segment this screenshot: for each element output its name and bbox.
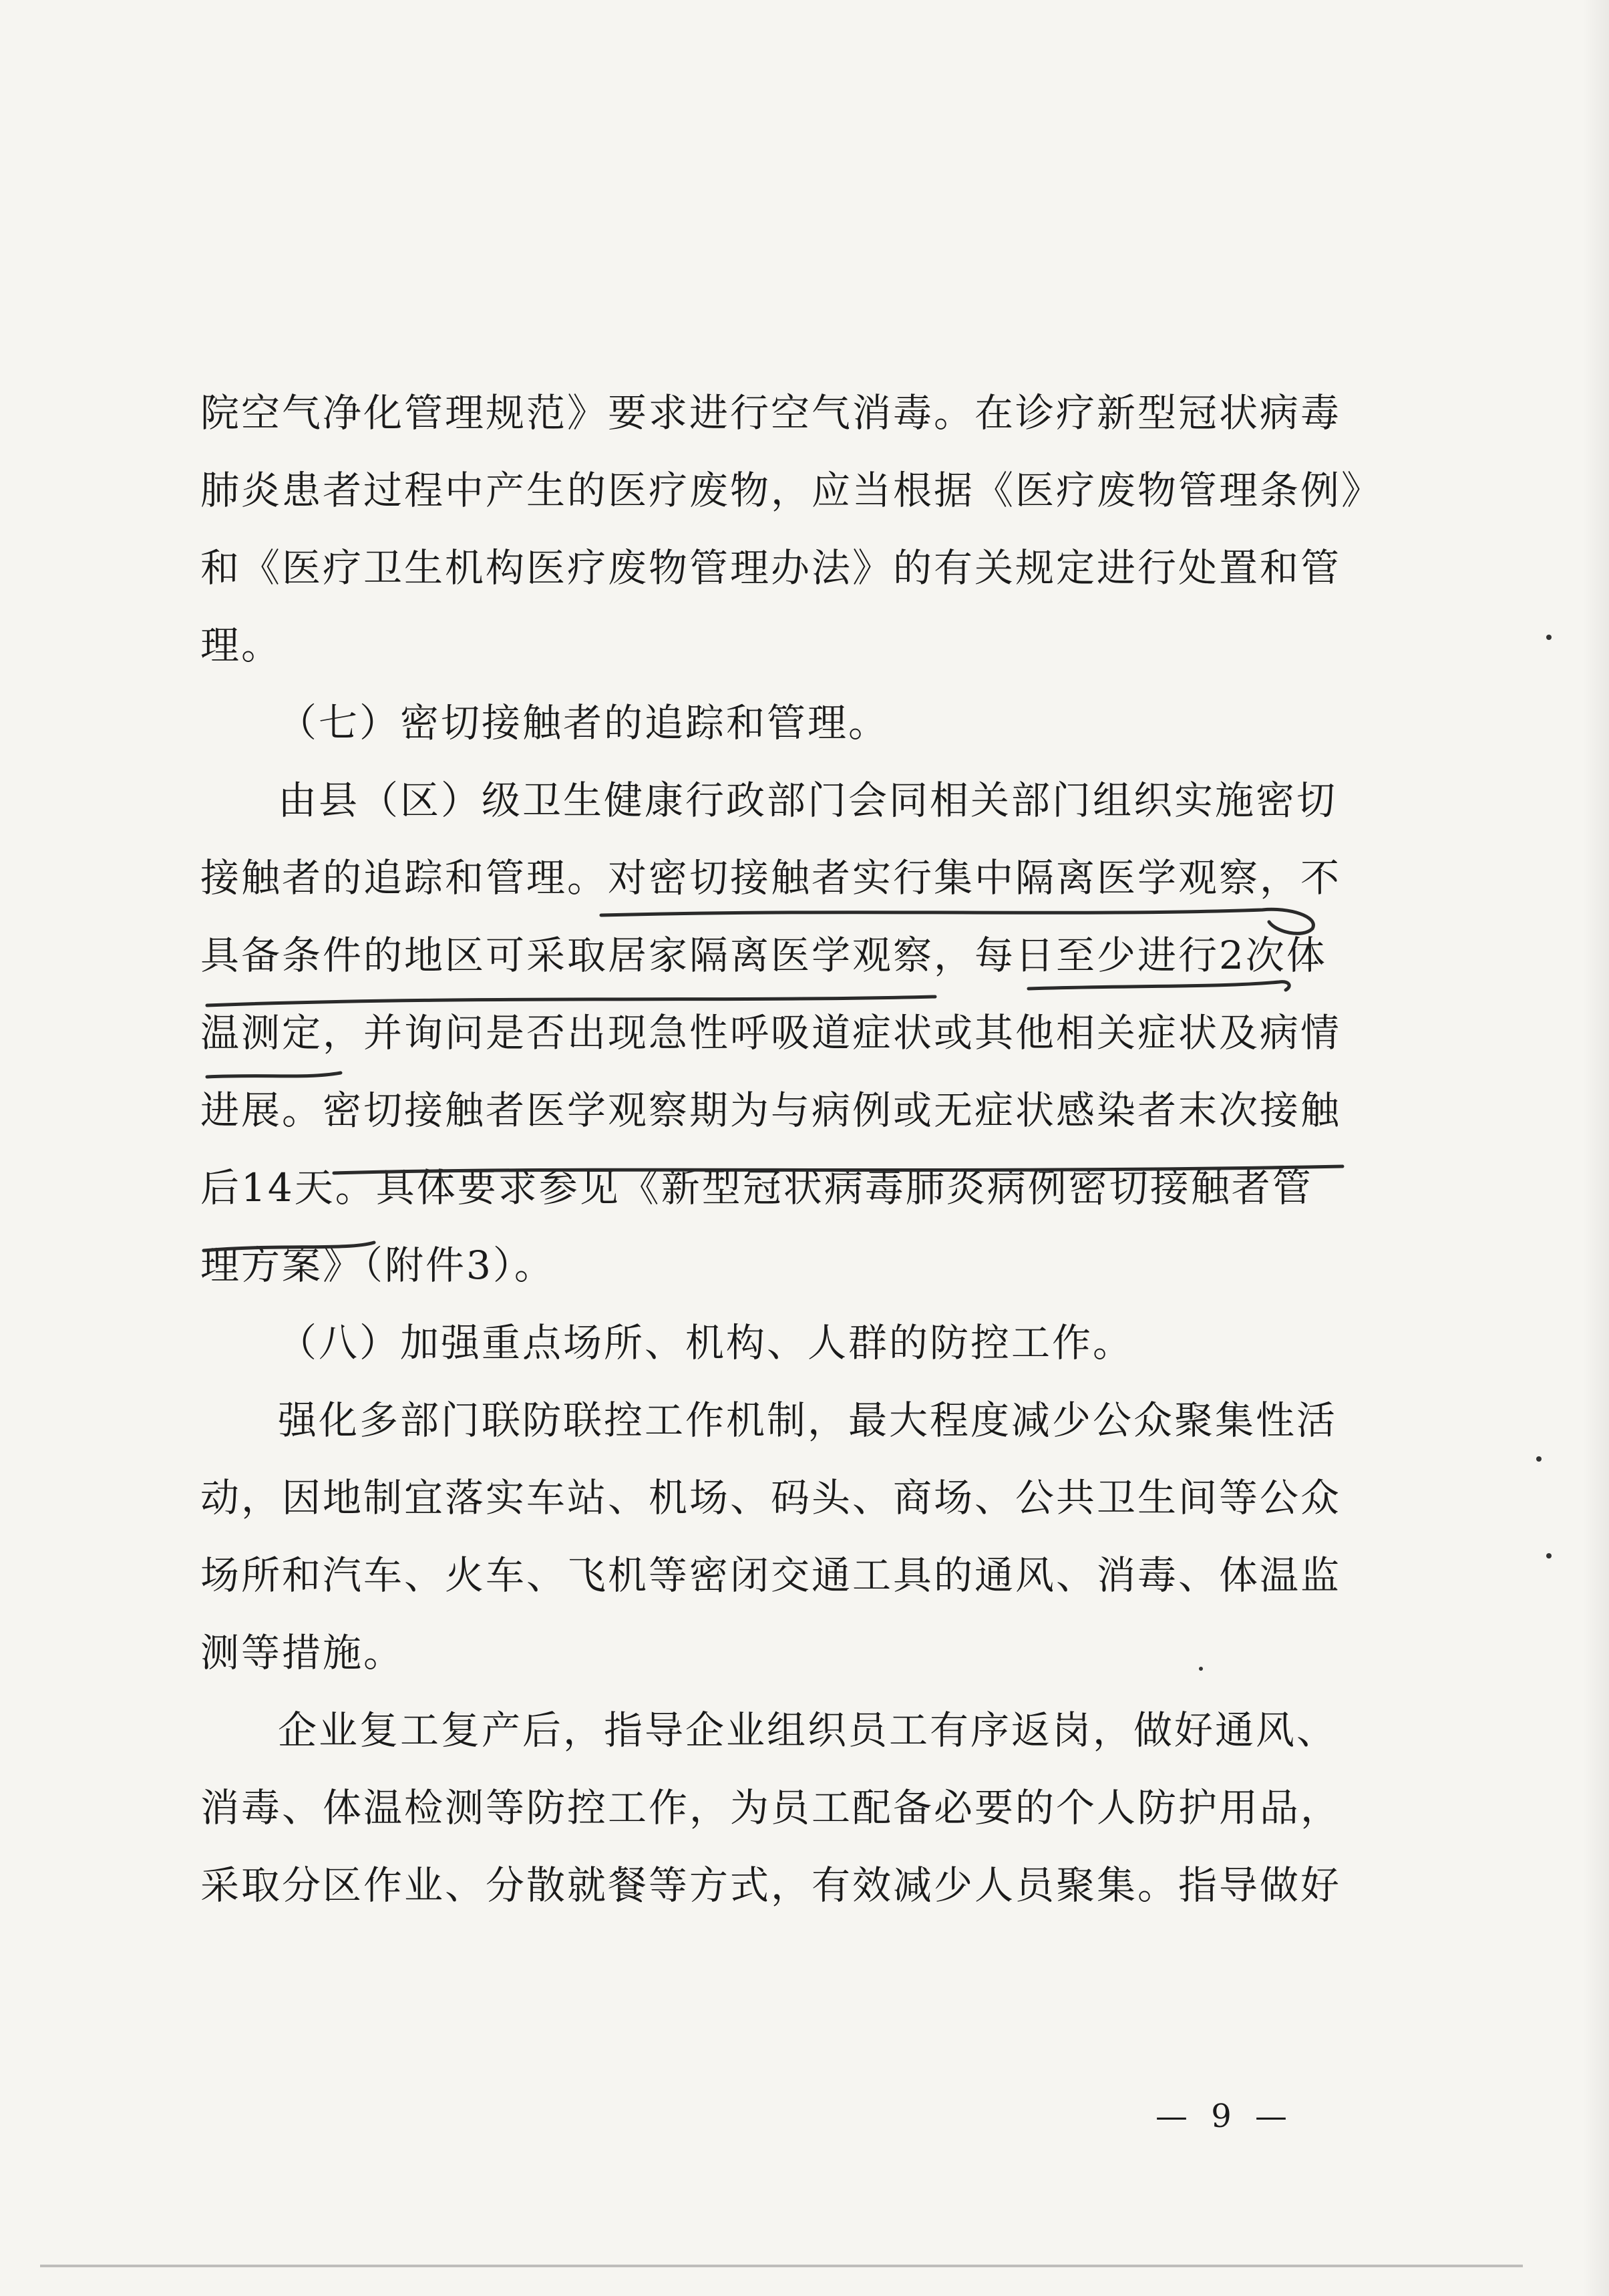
scan-speck [1546,1553,1552,1559]
scan-bottom-edge [40,2265,1523,2267]
text-line: 和《医疗卫生机构医疗废物管理办法》的有关规定进行处置和管 [200,545,1342,591]
text-line: 由县（区）级卫生健康行政部门会同相关部门组织实施密切 [278,778,1338,823]
scan-edge-shadow [1582,0,1609,2296]
text-line: 理方案》（附件3）。 [200,1243,555,1288]
text-line: 接触者的追踪和管理。对密切接触者实行集中隔离医学观察，不 [200,855,1342,900]
text-line: 进展。密切接触者医学观察期为与病例或无症状感染者末次接触 [200,1088,1342,1133]
text-line: 场所和汽车、火车、飞机等密闭交通工具的通风、消毒、体温监 [200,1552,1342,1598]
text-line: 院空气净化管理规范》要求进行空气消毒。在诊疗新型冠状病毒 [200,390,1342,436]
page-number: — 9 — [1155,2098,1294,2135]
scan-speck [1546,635,1552,640]
text-line: 动，因地制宜落实车站、机场、码头、商场、公共卫生间等公众 [200,1475,1342,1520]
scan-speck [1199,1667,1203,1671]
text-line: 消毒、体温检测等防控工作，为员工配备必要的个人防护用品， [200,1785,1342,1830]
scan-speck [1536,1456,1542,1462]
text-line: 肺炎患者过程中产生的医疗废物，应当根据《医疗废物管理条例》 [200,468,1383,513]
text-line: 温测定，并询问是否出现急性呼吸道症状或其他相关症状及病情 [200,1010,1342,1055]
text-line: 测等措施。 [200,1630,405,1675]
text-line: 企业复工复产后，指导企业组织员工有序返岗，做好通风、 [278,1707,1338,1753]
text-line: 后14天。具体要求参见《新型冠状病毒肺炎病例密切接触者管 [200,1165,1313,1210]
section-heading-7: （七）密切接触者的追踪和管理。 [278,700,890,746]
text-line: 理。 [200,623,283,668]
text-line: 强化多部门联防联控工作机制，最大程度减少公众聚集性活 [278,1398,1338,1443]
section-heading-8: （八）加强重点场所、机构、人群的防控工作。 [278,1320,1134,1365]
text-line: 具备条件的地区可采取居家隔离医学观察，每日至少进行2次体 [200,933,1327,978]
body-text [200,374,1383,1924]
text-line: 采取分区作业、分散就餐等方式，有效减少人员聚集。指导做好 [200,1862,1342,1908]
